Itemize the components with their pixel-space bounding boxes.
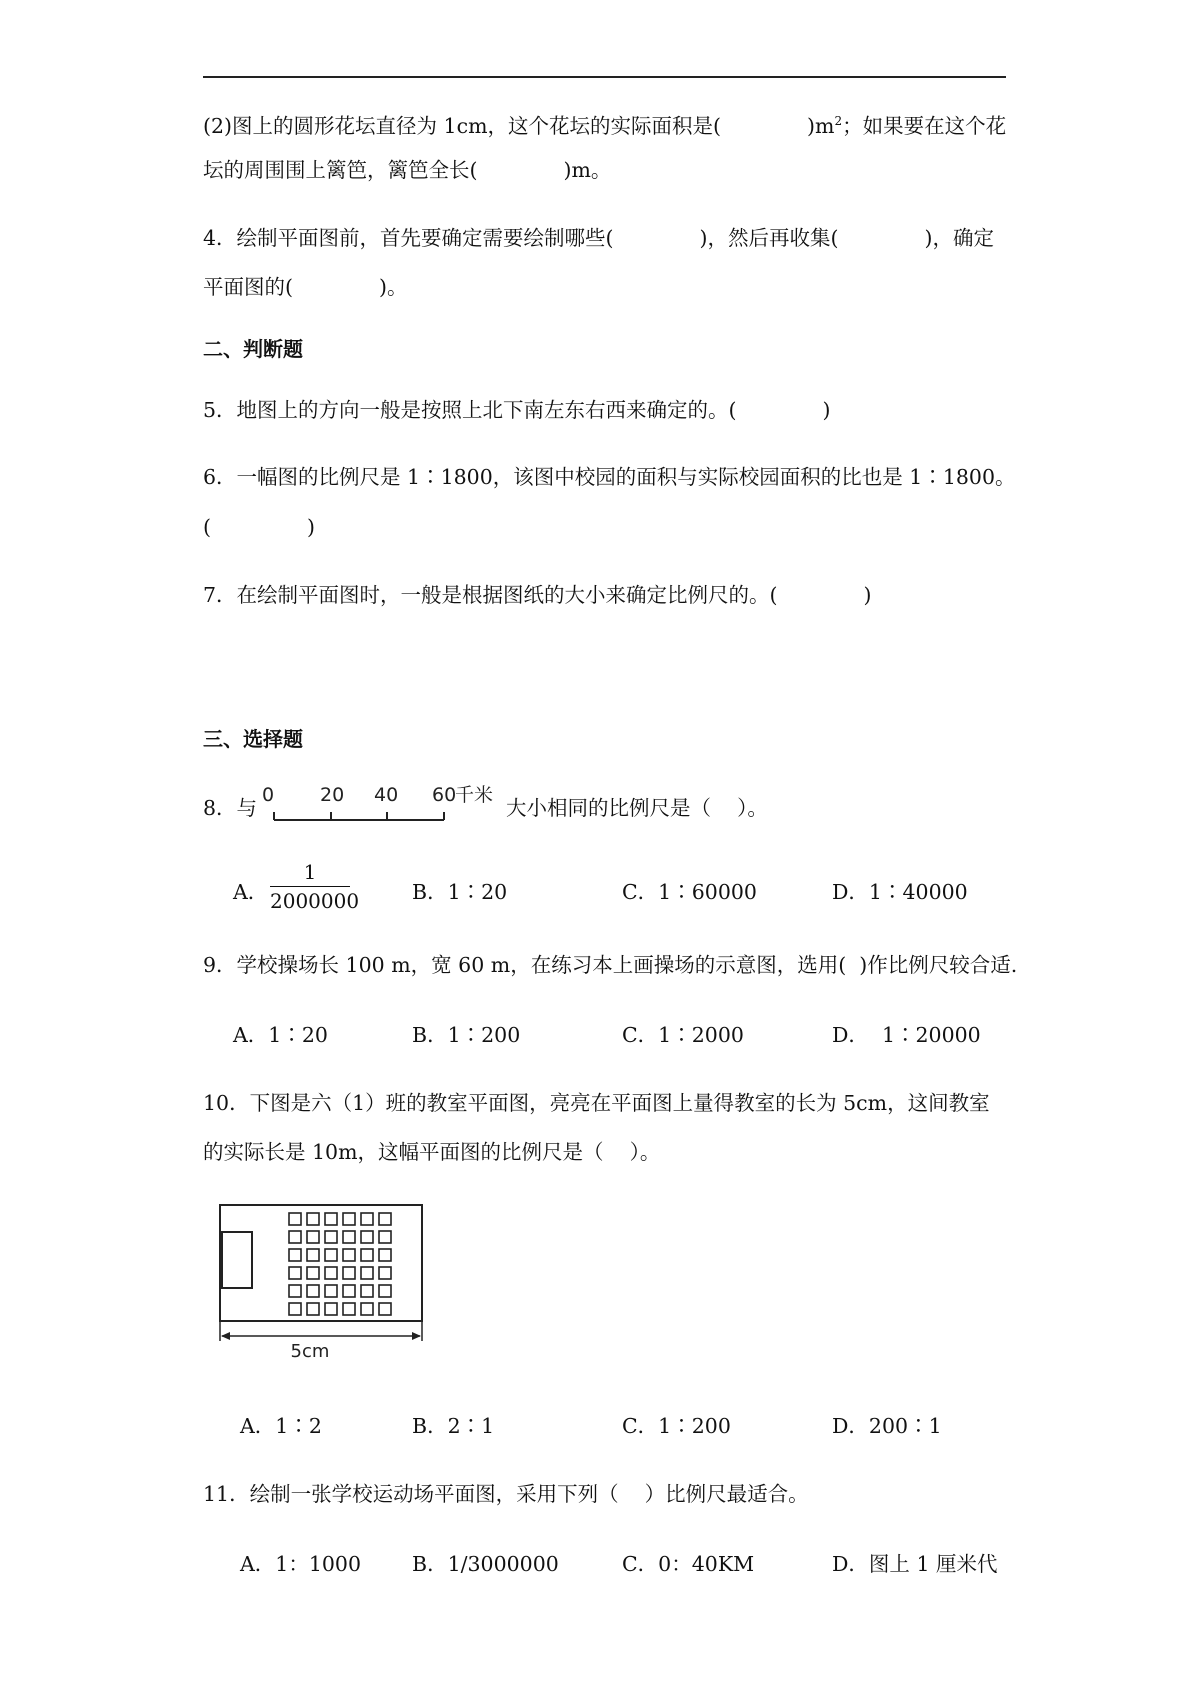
student-desk (307, 1285, 319, 1297)
student-desk (379, 1249, 391, 1261)
scale-bar-figure (262, 782, 502, 828)
student-desk (361, 1267, 373, 1279)
q8-option-c: C．1∶60000 (622, 880, 757, 904)
q10-option-b: B．2∶1 (412, 1414, 495, 1438)
q10-option-d: D．200∶1 (832, 1414, 942, 1438)
student-desk (361, 1303, 373, 1315)
q7: 7．在绘制平面图时，一般是根据图纸的大小来确定比例尺的。( ) (203, 583, 872, 607)
student-desk (379, 1267, 391, 1279)
q11-option-b: B．1/3000000 (412, 1552, 559, 1576)
student-desk (343, 1231, 355, 1243)
section-heading-choice: 三、选择题 (203, 727, 303, 751)
q8-prefix: 8．与 (203, 796, 258, 820)
student-desk (289, 1213, 301, 1225)
student-desk (307, 1267, 319, 1279)
fraction-denominator: 2000000 (270, 889, 360, 913)
student-desk (379, 1285, 391, 1297)
q6-line1: 6．一幅图的比例尺是 1∶1800，该图中校园的面积与实际校园面积的比也是 1∶1800。 (203, 465, 1016, 489)
q10-line2: 的实际长是 10m，这幅平面图的比例尺是（ ）。 (203, 1140, 661, 1164)
student-desk (307, 1213, 319, 1225)
student-desk (343, 1213, 355, 1225)
classroom-floor-plan (210, 1195, 435, 1365)
q9-text: 9．学校操场长 100 m，宽 60 m，在练习本上画操场的示意图，选用( )作比例尺较合适. (203, 953, 1018, 977)
q10-line1: 10．下图是六（1）班的教室平面图，亮亮在平面图上量得教室的长为 5cm，这间教室 (203, 1091, 990, 1115)
scale-unit-label: 千米 (455, 784, 494, 806)
scale-tick-label: 20 (320, 784, 345, 806)
q11-option-a: A．1：1000 (240, 1552, 362, 1576)
student-desk (307, 1231, 319, 1243)
arrow-left-icon (221, 1332, 230, 1340)
section-heading-judgement: 二、判断题 (203, 337, 303, 361)
q9-option-a: A．1∶20 (233, 1023, 328, 1047)
q8-suffix: 大小相同的比例尺是（ ）。 (506, 796, 768, 820)
teacher-desk (222, 1232, 252, 1288)
student-desk (343, 1303, 355, 1315)
q6-line2: ( ) (203, 515, 315, 539)
arrow-right-icon (412, 1332, 421, 1340)
student-desk (289, 1231, 301, 1243)
student-desk (289, 1285, 301, 1297)
student-desk (361, 1213, 373, 1225)
q5: 5．地图上的方向一般是按照上北下南左东右西来确定的。( ) (203, 398, 831, 422)
q4-line1: 4．绘制平面图前，首先要确定需要绘制哪些( )，然后再收集( )，确定 (203, 226, 995, 250)
student-desk (289, 1303, 301, 1315)
scale-tick-label: 40 (374, 784, 399, 806)
student-desk (325, 1303, 337, 1315)
header-rule (203, 76, 1006, 78)
q11-text: 11．绘制一张学校运动场平面图，采用下列（ ）比例尺最适合。 (203, 1482, 809, 1506)
q3-2-line1: (2)图上的圆形花坛直径为 1cm，这个花坛的实际面积是( )$m^2$；如果要在这个花 (203, 113, 1007, 138)
student-desk (361, 1285, 373, 1297)
student-desk (325, 1213, 337, 1225)
q9-option-c: C．1∶2000 (622, 1023, 744, 1047)
student-desk (343, 1267, 355, 1279)
student-desk (307, 1249, 319, 1261)
q9-option-d: D． 1∶20000 (832, 1023, 981, 1047)
student-desk (325, 1285, 337, 1297)
student-desk (307, 1303, 319, 1315)
q8-option-d: D．1∶40000 (832, 880, 968, 904)
q8-option-a-label: A． (233, 880, 269, 904)
q10-option-a: A．1∶2 (240, 1414, 322, 1438)
student-desk (289, 1267, 301, 1279)
q4-line2: 平面图的( )。 (203, 275, 408, 299)
q3-2-line2: 坛的周围围上篱笆，篱笆全长( )m。 (203, 158, 612, 182)
student-desk (361, 1231, 373, 1243)
student-desk (343, 1249, 355, 1261)
q8-option-a-fraction (270, 860, 360, 913)
fraction-numerator: 1 (303, 860, 317, 884)
q8-option-b: B．1∶20 (412, 880, 508, 904)
q11-option-d: D．图上 1 厘米代 (832, 1552, 998, 1576)
dimension-label: 5cm (290, 1341, 330, 1362)
student-desk (379, 1213, 391, 1225)
scale-tick-label: 0 (262, 784, 275, 806)
student-desk (325, 1249, 337, 1261)
q9-option-b: B．1∶200 (412, 1023, 521, 1047)
scale-tick-label: 60 (432, 784, 457, 806)
student-desk (289, 1249, 301, 1261)
q10-option-c: C．1∶200 (622, 1414, 731, 1438)
q11-option-c: C．0：40KM (622, 1552, 755, 1576)
student-desk (343, 1285, 355, 1297)
student-desk (325, 1231, 337, 1243)
student-desk (379, 1303, 391, 1315)
student-desk (361, 1249, 373, 1261)
student-desk (379, 1231, 391, 1243)
student-desk (325, 1267, 337, 1279)
